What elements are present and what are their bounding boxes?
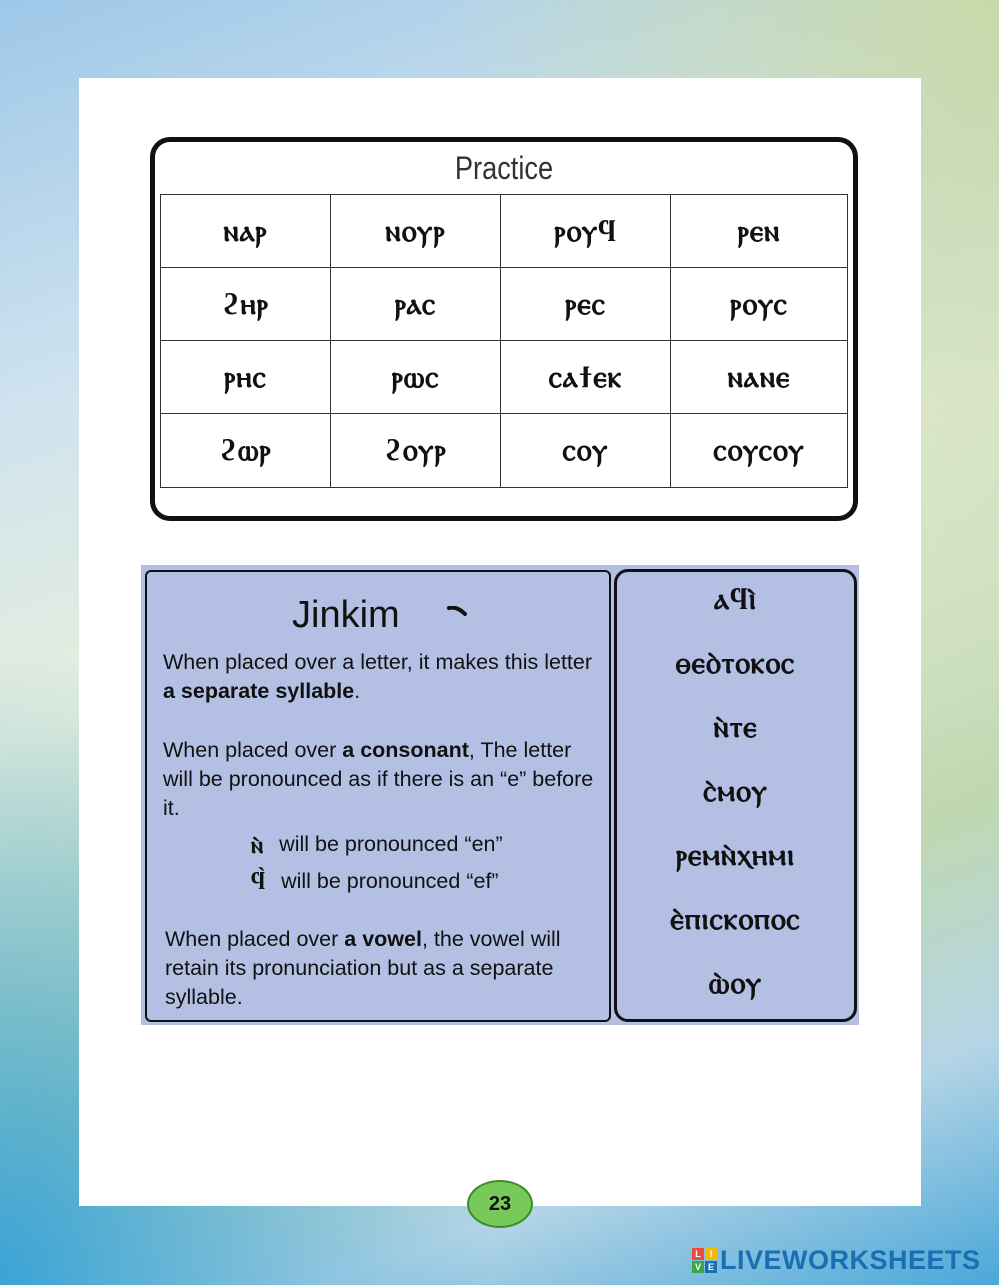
practice-cell: ⲣⲏⲥ	[161, 341, 331, 414]
logo-letter: L	[692, 1248, 704, 1260]
jinkim-paragraph-2	[163, 736, 603, 823]
coptic-word: ⲉ̀ⲡⲓⲥⲕⲟⲡⲟⲥ	[670, 902, 801, 937]
coptic-word: ⲁϥⲓ̀	[714, 582, 757, 617]
practice-cell: ⲣⲉⲥ	[501, 268, 671, 341]
practice-cell: ⲣⲱⲥ	[331, 341, 501, 414]
practice-cell: ϩⲱⲣ	[161, 414, 331, 487]
example-en-letter: ⲛ̀	[251, 830, 264, 859]
brand-logo-icon	[692, 1248, 717, 1273]
para1-text: When placed over a letter, it makes this letter	[163, 650, 593, 674]
jinkim-paragraph-3	[165, 925, 605, 1012]
practice-cell: ⲥⲁϯⲉⲕ	[501, 341, 671, 414]
jinkim-mark-icon	[447, 606, 467, 616]
jinkim-title: Jinkim	[292, 594, 400, 636]
liveworksheets-logo[interactable]	[692, 1242, 981, 1278]
coptic-words-panel	[614, 569, 857, 1022]
practice-cell: ⲛⲁⲣ	[161, 195, 331, 268]
practice-cell: ⲥⲟⲩ	[501, 414, 671, 487]
jinkim-paragraph-1	[163, 648, 603, 706]
practice-cell: ⲣⲁⲥ	[331, 268, 501, 341]
practice-cell: ⲛⲁⲛⲉ	[671, 341, 847, 414]
coptic-word: ⲣⲉⲙⲛ̀ⲭⲏⲙⲓ	[675, 838, 796, 873]
logo-letter: E	[705, 1261, 717, 1273]
example-ef-letter: ϥ̀	[251, 866, 266, 895]
example-en	[251, 830, 503, 859]
coptic-word: ⲛ̀ⲧⲉ	[713, 710, 758, 745]
coptic-word: ⲱ̀ⲟⲩ	[708, 966, 763, 1001]
practice-grid	[160, 194, 848, 488]
page-number-badge: 23	[467, 1180, 533, 1228]
practice-cell: ϩⲟⲩⲣ	[331, 414, 501, 487]
para3-emphasis: a vowel	[344, 927, 422, 951]
example-ef-text: will be pronounced “ef”	[281, 868, 499, 893]
logo-letter: I	[705, 1248, 717, 1260]
brand-name: LIVEWORKSHEETS	[720, 1244, 981, 1275]
practice-cell: ⲣⲉⲛ	[671, 195, 847, 268]
practice-title: Practice	[454, 150, 554, 186]
para2-end: , The letter will be pronounced as if there is an “e” before it.	[163, 738, 594, 820]
para1-end: .	[354, 679, 361, 703]
para2-emphasis: a consonant	[342, 738, 469, 762]
jinkim-explanation-panel	[145, 570, 611, 1022]
example-en-text: will be pronounced “en”	[279, 832, 503, 856]
practice-cell: ⲣⲟⲩⲥ	[671, 268, 847, 341]
practice-cell: ⲛⲟⲩⲣ	[331, 195, 501, 268]
practice-cell: ϩⲏⲣ	[161, 268, 331, 341]
coptic-word: ⲥ̀ⲙⲟⲩ	[703, 774, 768, 809]
practice-cell: ⲥⲟⲩⲥⲟⲩ	[713, 433, 805, 468]
practice-cell: ⲣⲟⲩϥ	[501, 195, 671, 268]
para3-text: When placed over	[165, 927, 345, 951]
para1-emphasis: a separate syllable	[163, 679, 355, 703]
practice-box	[150, 137, 858, 521]
example-ef	[251, 866, 499, 896]
para3-end: , the vowel will retain its pronunciation but as a separate syllable.	[165, 927, 561, 1009]
para2-text: When placed over	[163, 738, 343, 762]
coptic-word: ⲑⲉⲟ̀ⲧⲟⲕⲟⲥ	[675, 646, 796, 681]
logo-letter: V	[692, 1261, 704, 1273]
